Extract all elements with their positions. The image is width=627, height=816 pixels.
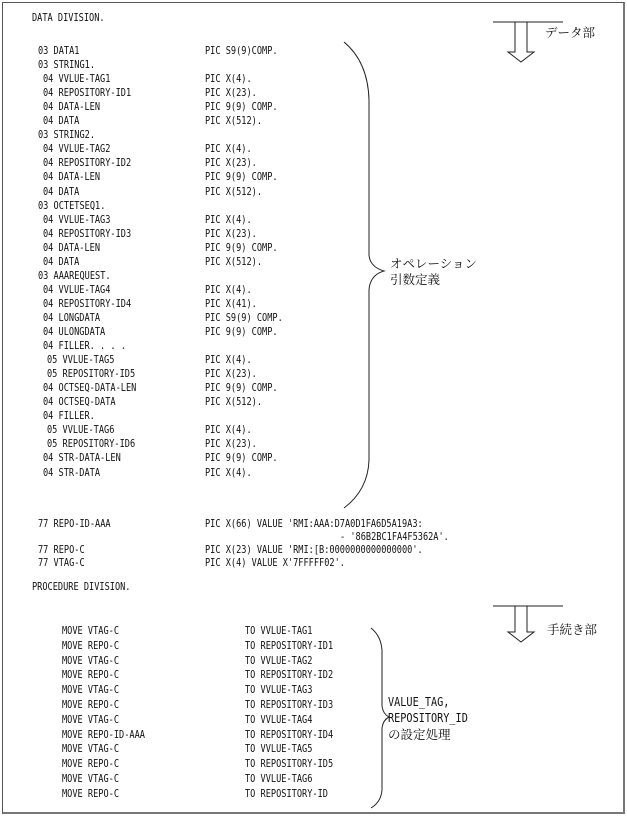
move-source: MOVE REPO-C bbox=[62, 787, 120, 800]
field-name: 04 REPOSITORY-ID2 bbox=[43, 157, 132, 170]
field-pic: PIC S9(9)COMP. bbox=[205, 45, 278, 57]
field-name: 04 REPOSITORY-ID4 bbox=[43, 297, 132, 310]
field-name: 04 REPOSITORY-ID1 bbox=[43, 87, 132, 100]
field-pic: PIC 9(9) COMP. bbox=[205, 101, 278, 114]
move-target: TO VVLUE-TAG6 bbox=[245, 773, 313, 785]
move-target: TO VVLUE-TAG2 bbox=[245, 654, 313, 667]
move-source: MOVE REPO-C bbox=[62, 639, 120, 652]
field-pic: PIC X(4). bbox=[205, 283, 252, 296]
constant-continuation: - '86B2BC1FA4F5362A'. bbox=[340, 531, 449, 543]
procedure-section-label: 手続き部 bbox=[547, 622, 598, 637]
field-name: 05 VVLUE-TAG5 bbox=[47, 354, 115, 367]
field-pic: PIC X(23). bbox=[205, 227, 257, 240]
field-name: 05 REPOSITORY-ID6 bbox=[47, 438, 136, 451]
operation-args-label-line2: 引数定義 bbox=[390, 272, 441, 287]
field-name: 04 DATA bbox=[43, 115, 80, 128]
field-pic: PIC 9(9) COMP. bbox=[205, 382, 278, 395]
constant-pic: PIC X(66) VALUE 'RMI:AAA:D7A0D1FA6D5A19A3: bbox=[205, 518, 423, 530]
move-target: TO VVLUE-TAG1 bbox=[245, 625, 313, 637]
operation-args-brace-icon bbox=[344, 42, 384, 508]
moves-label-line2: REPOSITORY_ID bbox=[388, 711, 468, 725]
move-target: TO REPOSITORY-ID3 bbox=[245, 699, 334, 711]
field-name: 04 VVLUE-TAG4 bbox=[43, 283, 111, 296]
field-name: 03 AAAREQUEST. bbox=[38, 269, 111, 282]
constant-name: 77 VTAG-C bbox=[38, 557, 85, 569]
field-name: 04 DATA-LEN bbox=[43, 171, 101, 184]
data-division-heading: DATA DIVISION. bbox=[32, 12, 105, 24]
procedure-section-arrow-icon bbox=[493, 606, 563, 642]
move-source: MOVE REPO-C bbox=[62, 669, 120, 682]
field-pic: PIC 9(9) COMP. bbox=[205, 326, 278, 338]
field-name: 04 DATA bbox=[43, 185, 80, 198]
move-target: TO VVLUE-TAG4 bbox=[245, 713, 313, 726]
field-name: 04 OCTSEQ-DATA bbox=[43, 396, 116, 409]
constant-pic: PIC X(23) VALUE 'RMI:[B:0000000000000000'. bbox=[205, 544, 423, 556]
field-name: 04 DATA bbox=[43, 255, 80, 268]
field-name: 04 OCTSEQ-DATA-LEN bbox=[43, 382, 137, 395]
field-pic: PIC X(4). bbox=[205, 213, 252, 226]
field-name: 05 VVLUE-TAG6 bbox=[47, 424, 115, 437]
move-source: MOVE VTAG-C bbox=[62, 713, 120, 726]
field-pic: PIC X(4). bbox=[205, 466, 252, 479]
field-pic: PIC 9(9) COMP. bbox=[205, 171, 278, 184]
move-target: TO REPOSITORY-ID4 bbox=[245, 728, 334, 741]
move-source: MOVE VTAG-C bbox=[62, 743, 120, 756]
move-target: TO VVLUE-TAG5 bbox=[245, 743, 313, 756]
field-name: 04 FILLER. bbox=[43, 410, 95, 423]
field-pic: PIC X(4). bbox=[205, 143, 252, 156]
constant-pic: PIC X(4) VALUE X'7FFFFF02'. bbox=[205, 557, 345, 569]
field-name: 04 VVLUE-TAG1 bbox=[43, 73, 111, 86]
field-name: 04 FILLER. . . . bbox=[43, 340, 126, 353]
field-pic: PIC X(512). bbox=[205, 396, 263, 409]
constant-name: 77 REPO-ID-AAA bbox=[38, 518, 111, 530]
move-target: TO REPOSITORY-ID2 bbox=[245, 669, 334, 682]
field-name: 04 VVLUE-TAG2 bbox=[43, 143, 111, 156]
field-pic: PIC 9(9) COMP. bbox=[205, 452, 278, 465]
move-target: TO REPOSITORY-ID5 bbox=[245, 758, 334, 771]
operation-args-label-line1: オペレーション bbox=[390, 256, 478, 271]
move-source: MOVE REPO-C bbox=[62, 758, 120, 771]
field-name: 03 OCTETSEQ1. bbox=[38, 199, 106, 212]
move-source: MOVE REPO-C bbox=[62, 699, 120, 711]
data-section-arrow-icon bbox=[493, 22, 563, 62]
field-pic: PIC X(4). bbox=[205, 354, 252, 367]
field-name: 04 ULONGDATA bbox=[43, 326, 106, 338]
moves-brace-icon bbox=[371, 628, 389, 808]
move-source: MOVE REPO-ID-AAA bbox=[62, 728, 145, 741]
field-name: 04 STR-DATA bbox=[43, 466, 101, 479]
moves-label-line3: の設定処理 bbox=[388, 727, 451, 742]
field-name: 03 STRING2. bbox=[38, 129, 96, 142]
field-name: 03 STRING1. bbox=[38, 59, 96, 72]
field-pic: PIC X(512). bbox=[205, 185, 263, 198]
move-source: MOVE VTAG-C bbox=[62, 773, 120, 785]
constant-name: 77 REPO-C bbox=[38, 544, 85, 556]
field-pic: PIC X(4). bbox=[205, 424, 252, 437]
field-name: 03 DATA1 bbox=[38, 45, 80, 57]
field-pic: PIC X(23). bbox=[205, 87, 257, 100]
move-target: TO REPOSITORY-ID bbox=[245, 787, 328, 800]
move-source: MOVE VTAG-C bbox=[62, 684, 120, 697]
field-pic: PIC X(23). bbox=[205, 368, 257, 381]
field-name: 04 DATA-LEN bbox=[43, 241, 101, 254]
field-name: 04 REPOSITORY-ID3 bbox=[43, 227, 132, 240]
moves-label-line1: VALUE_TAG, bbox=[388, 695, 450, 709]
move-target: TO VVLUE-TAG3 bbox=[245, 684, 313, 697]
field-pic: PIC X(23). bbox=[205, 157, 257, 170]
field-pic: PIC X(512). bbox=[205, 255, 263, 268]
field-pic: PIC X(4). bbox=[205, 73, 252, 86]
move-source: MOVE VTAG-C bbox=[62, 654, 120, 667]
field-name: 05 REPOSITORY-ID5 bbox=[47, 368, 136, 381]
field-pic: PIC S9(9) COMP. bbox=[205, 311, 283, 324]
field-name: 04 VVLUE-TAG3 bbox=[43, 213, 111, 226]
field-pic: PIC X(23). bbox=[205, 438, 257, 451]
field-name: 04 DATA-LEN bbox=[43, 101, 101, 114]
data-section-label: データ部 bbox=[545, 25, 596, 40]
move-target: TO REPOSITORY-ID1 bbox=[245, 639, 334, 652]
procedure-division-heading: PROCEDURE DIVISION. bbox=[32, 581, 131, 593]
field-name: 04 STR-DATA-LEN bbox=[43, 452, 121, 465]
field-pic: PIC 9(9) COMP. bbox=[205, 241, 278, 254]
move-source: MOVE VTAG-C bbox=[62, 625, 120, 637]
field-pic: PIC X(512). bbox=[205, 115, 263, 128]
field-name: 04 LONGDATA bbox=[43, 311, 101, 324]
field-pic: PIC X(41). bbox=[205, 297, 257, 310]
